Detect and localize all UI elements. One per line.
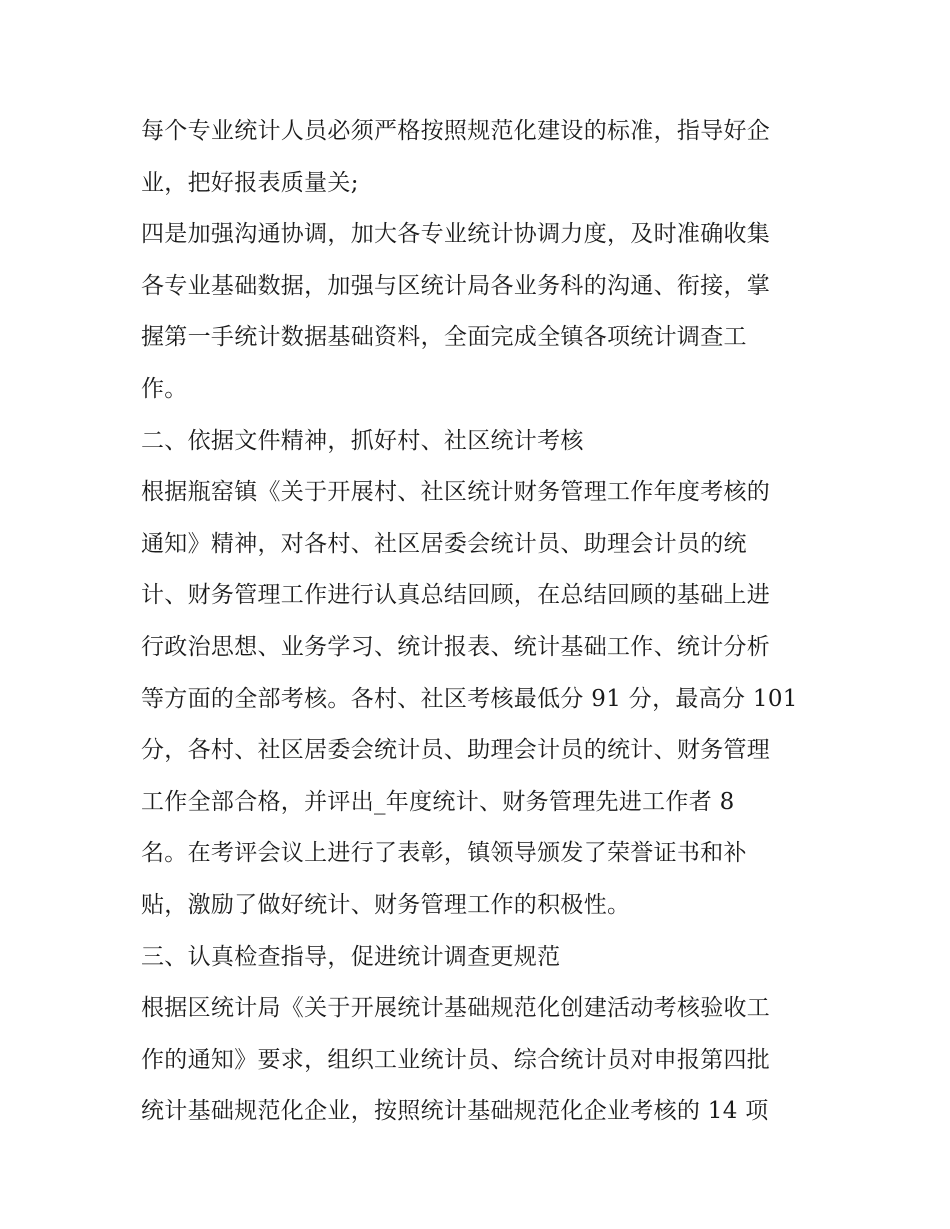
text-line: 各专业基础数据，加强与区统计局各业务科的沟通、衔接，掌 (141, 272, 771, 299)
text-line: 计、财务管理工作进行认真总结回顾，在总结回顾的基础上进 (141, 582, 771, 609)
text-line: 业，把好报表质量关; (141, 169, 359, 196)
text-line: 贴，激励了做好统计、财务管理工作的积极性。 (141, 891, 631, 918)
text-line: 根据区统计局《关于开展统计基础规范化创建活动考核验收工 (141, 995, 771, 1022)
text-line: 根据瓶窑镇《关于开展村、社区统计财务管理工作年度考核的 (141, 479, 771, 506)
text-line: 每个专业统计人员必须严格按照规范化建设的标准，指导好企 (141, 118, 771, 144)
text-line: 作的通知》要求，组织工业统计员、综合统计员对申报第四批 (141, 1046, 771, 1073)
text-line: 握第一手统计数据基础资料，全面完成全镇各项统计调查工 (141, 324, 747, 351)
text-line: 四是加强沟通协调，加大各专业统计协调力度，及时准确收集 (141, 221, 771, 248)
section-heading: 二、依据文件精神，抓好村、社区统计考核 (141, 427, 584, 454)
text-line: 统计基础规范化企业，按照统计基础规范化企业考核的 14 项 (141, 1098, 769, 1125)
text-line: 工作全部合格，并评出_年度统计、财务管理先进工作者 8 (141, 788, 735, 815)
section-heading: 三、认真检查指导，促进统计调查更规范 (141, 943, 561, 970)
text-line: 作。 (141, 375, 188, 402)
text-line: 名。在考评会议上进行了表彰，镇领导颁发了荣誉证书和补 (141, 840, 747, 867)
text-line: 分，各村、社区居委会统计员、助理会计员的统计、财务管理 (141, 737, 771, 764)
text-line: 行政治思想、业务学习、统计报表、统计基础工作、统计分析 (141, 633, 771, 660)
document-body (141, 106, 821, 1138)
text-line: 等方面的全部考核。各村、社区考核最低分 91 分，最高分 101 (141, 685, 798, 712)
text-line: 通知》精神，对各村、社区居委会统计员、助理会计员的统 (141, 530, 747, 557)
